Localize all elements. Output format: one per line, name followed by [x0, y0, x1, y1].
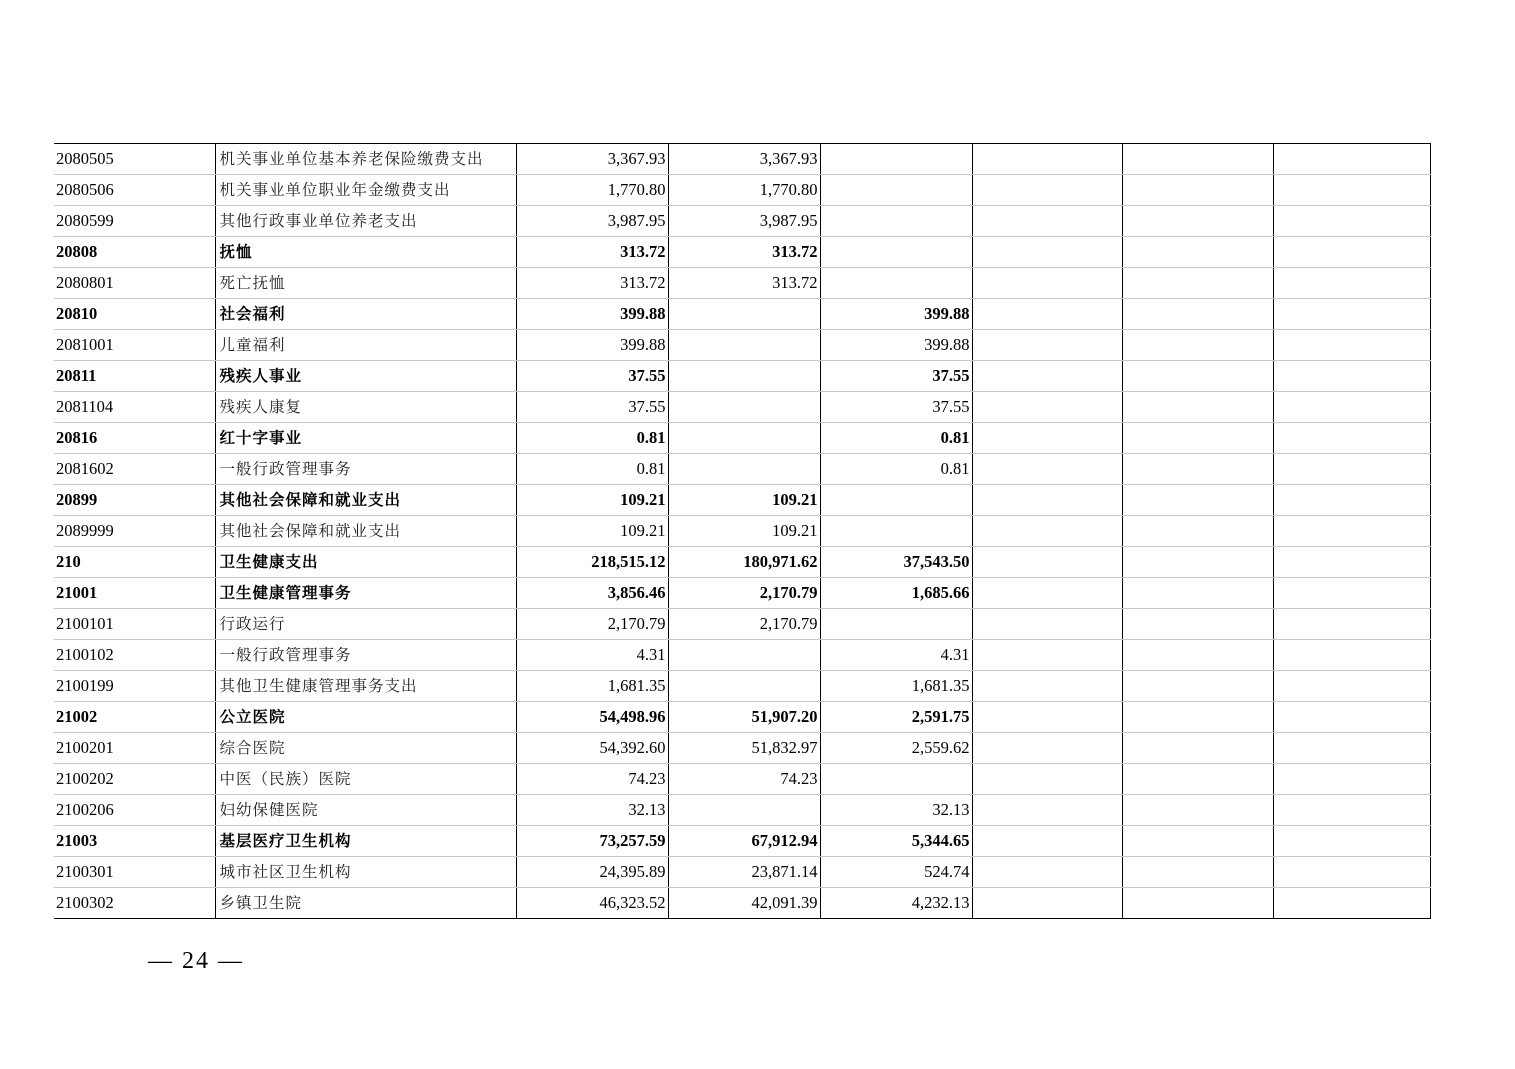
row-col3 — [820, 485, 972, 516]
row-empty-cell — [1273, 485, 1430, 516]
row-name: 社会福利 — [215, 299, 516, 330]
row-total: 3,987.95 — [516, 206, 668, 237]
table-row — [54, 826, 1430, 857]
row-col3: 1,685.66 — [820, 578, 972, 609]
row-empty-cell — [972, 826, 1122, 857]
table-row — [54, 485, 1430, 516]
row-code: 2081602 — [54, 454, 215, 485]
row-empty-cell — [972, 206, 1122, 237]
row-empty-cell — [972, 733, 1122, 764]
row-total: 46,323.52 — [516, 888, 668, 919]
row-total: 399.88 — [516, 330, 668, 361]
row-empty-cell — [972, 516, 1122, 547]
row-empty-cell — [1122, 485, 1273, 516]
table-row — [54, 423, 1430, 454]
row-col2: 42,091.39 — [668, 888, 820, 919]
row-col3: 4,232.13 — [820, 888, 972, 919]
row-code: 2100302 — [54, 888, 215, 919]
row-code: 2080599 — [54, 206, 215, 237]
row-total: 37.55 — [516, 361, 668, 392]
row-code: 2100201 — [54, 733, 215, 764]
row-code: 20899 — [54, 485, 215, 516]
row-empty-cell — [1122, 733, 1273, 764]
row-total: 54,498.96 — [516, 702, 668, 733]
row-col3: 2,591.75 — [820, 702, 972, 733]
row-col2: 74.23 — [668, 764, 820, 795]
row-empty-cell — [1273, 299, 1430, 330]
row-name: 机关事业单位职业年金缴费支出 — [215, 175, 516, 206]
row-empty-cell — [1273, 392, 1430, 423]
row-empty-cell — [1122, 268, 1273, 299]
row-empty-cell — [972, 702, 1122, 733]
row-col2: 51,907.20 — [668, 702, 820, 733]
row-code: 2081104 — [54, 392, 215, 423]
row-name: 其他卫生健康管理事务支出 — [215, 671, 516, 702]
row-col3 — [820, 764, 972, 795]
row-empty-cell — [1122, 857, 1273, 888]
row-empty-cell — [1122, 888, 1273, 919]
row-code: 2100301 — [54, 857, 215, 888]
row-total: 0.81 — [516, 423, 668, 454]
row-col3: 399.88 — [820, 299, 972, 330]
row-col2 — [668, 423, 820, 454]
row-empty-cell — [972, 609, 1122, 640]
row-empty-cell — [1122, 640, 1273, 671]
table-row — [54, 702, 1430, 733]
row-col2 — [668, 299, 820, 330]
row-empty-cell — [1273, 454, 1430, 485]
row-total: 73,257.59 — [516, 826, 668, 857]
row-code: 20810 — [54, 299, 215, 330]
row-empty-cell — [972, 857, 1122, 888]
row-col2 — [668, 454, 820, 485]
row-name: 其他社会保障和就业支出 — [215, 516, 516, 547]
row-name: 一般行政管理事务 — [215, 454, 516, 485]
row-empty-cell — [1122, 206, 1273, 237]
row-total: 1,681.35 — [516, 671, 668, 702]
row-code: 21001 — [54, 578, 215, 609]
row-empty-cell — [972, 299, 1122, 330]
row-empty-cell — [972, 640, 1122, 671]
row-empty-cell — [1273, 671, 1430, 702]
row-name: 中医（民族）医院 — [215, 764, 516, 795]
row-empty-cell — [972, 330, 1122, 361]
row-code: 2080506 — [54, 175, 215, 206]
row-col2 — [668, 640, 820, 671]
row-col2: 3,987.95 — [668, 206, 820, 237]
row-col3 — [820, 144, 972, 175]
row-name: 公立医院 — [215, 702, 516, 733]
row-empty-cell — [1273, 206, 1430, 237]
row-total: 399.88 — [516, 299, 668, 330]
row-empty-cell — [1122, 330, 1273, 361]
row-empty-cell — [972, 392, 1122, 423]
table-row — [54, 671, 1430, 702]
table-row — [54, 144, 1430, 175]
row-col3: 2,559.62 — [820, 733, 972, 764]
table-row — [54, 330, 1430, 361]
row-col3: 524.74 — [820, 857, 972, 888]
table-row — [54, 795, 1430, 826]
row-total: 313.72 — [516, 237, 668, 268]
row-total: 2,170.79 — [516, 609, 668, 640]
row-empty-cell — [972, 578, 1122, 609]
row-name: 城市社区卫生机构 — [215, 857, 516, 888]
row-empty-cell — [1122, 826, 1273, 857]
row-empty-cell — [1273, 609, 1430, 640]
row-code: 2081001 — [54, 330, 215, 361]
row-name: 综合医院 — [215, 733, 516, 764]
row-code: 2100202 — [54, 764, 215, 795]
row-empty-cell — [1122, 671, 1273, 702]
row-total: 3,856.46 — [516, 578, 668, 609]
row-empty-cell — [1273, 764, 1430, 795]
row-code: 2100206 — [54, 795, 215, 826]
row-empty-cell — [1122, 299, 1273, 330]
row-col2: 313.72 — [668, 237, 820, 268]
row-empty-cell — [1122, 609, 1273, 640]
row-empty-cell — [1122, 547, 1273, 578]
row-name: 残疾人事业 — [215, 361, 516, 392]
row-col2: 23,871.14 — [668, 857, 820, 888]
table-row — [54, 640, 1430, 671]
page-number: — 24 — — [148, 948, 244, 974]
table-row — [54, 299, 1430, 330]
table-row — [54, 609, 1430, 640]
row-total: 313.72 — [516, 268, 668, 299]
row-total: 74.23 — [516, 764, 668, 795]
row-empty-cell — [1273, 795, 1430, 826]
row-col3 — [820, 609, 972, 640]
row-col2: 67,912.94 — [668, 826, 820, 857]
row-col2: 2,170.79 — [668, 578, 820, 609]
row-empty-cell — [1122, 454, 1273, 485]
row-empty-cell — [1122, 702, 1273, 733]
row-col2: 51,832.97 — [668, 733, 820, 764]
table-row — [54, 361, 1430, 392]
row-empty-cell — [1273, 175, 1430, 206]
row-empty-cell — [1122, 578, 1273, 609]
row-col3: 0.81 — [820, 423, 972, 454]
row-code: 2080801 — [54, 268, 215, 299]
row-col2 — [668, 392, 820, 423]
row-code: 20811 — [54, 361, 215, 392]
row-code: 210 — [54, 547, 215, 578]
table-row — [54, 578, 1430, 609]
row-col3 — [820, 237, 972, 268]
row-col2: 180,971.62 — [668, 547, 820, 578]
row-col3: 0.81 — [820, 454, 972, 485]
row-empty-cell — [1273, 361, 1430, 392]
row-name: 卫生健康管理事务 — [215, 578, 516, 609]
table-row — [54, 175, 1430, 206]
row-empty-cell — [1273, 640, 1430, 671]
row-code: 21002 — [54, 702, 215, 733]
row-col2: 109.21 — [668, 516, 820, 547]
row-total: 109.21 — [516, 516, 668, 547]
row-name: 死亡抚恤 — [215, 268, 516, 299]
row-name: 儿童福利 — [215, 330, 516, 361]
table-row — [54, 888, 1430, 919]
row-empty-cell — [1122, 175, 1273, 206]
row-empty-cell — [1273, 268, 1430, 299]
row-empty-cell — [972, 175, 1122, 206]
row-total: 109.21 — [516, 485, 668, 516]
row-col2 — [668, 361, 820, 392]
row-code: 2080505 — [54, 144, 215, 175]
row-empty-cell — [972, 237, 1122, 268]
row-code: 2100199 — [54, 671, 215, 702]
row-empty-cell — [1122, 392, 1273, 423]
row-empty-cell — [972, 144, 1122, 175]
row-col3: 37.55 — [820, 361, 972, 392]
budget-table — [54, 143, 1431, 919]
row-name: 卫生健康支出 — [215, 547, 516, 578]
row-name: 基层医疗卫生机构 — [215, 826, 516, 857]
row-name: 妇幼保健医院 — [215, 795, 516, 826]
row-empty-cell — [972, 764, 1122, 795]
row-empty-cell — [1273, 733, 1430, 764]
row-code: 21003 — [54, 826, 215, 857]
row-col3: 1,681.35 — [820, 671, 972, 702]
row-empty-cell — [1122, 237, 1273, 268]
row-col3 — [820, 516, 972, 547]
table-row — [54, 454, 1430, 485]
row-col3 — [820, 175, 972, 206]
row-empty-cell — [972, 547, 1122, 578]
row-col3: 37.55 — [820, 392, 972, 423]
row-total: 32.13 — [516, 795, 668, 826]
row-empty-cell — [972, 361, 1122, 392]
row-empty-cell — [1122, 764, 1273, 795]
row-empty-cell — [972, 423, 1122, 454]
row-empty-cell — [1273, 857, 1430, 888]
row-empty-cell — [1273, 330, 1430, 361]
row-col3: 32.13 — [820, 795, 972, 826]
row-empty-cell — [972, 671, 1122, 702]
table-row — [54, 268, 1430, 299]
row-empty-cell — [972, 268, 1122, 299]
row-code: 20808 — [54, 237, 215, 268]
row-name: 红十字事业 — [215, 423, 516, 454]
row-total: 37.55 — [516, 392, 668, 423]
table-row — [54, 392, 1430, 423]
row-empty-cell — [972, 485, 1122, 516]
row-code: 20816 — [54, 423, 215, 454]
table-row — [54, 547, 1430, 578]
row-col2: 3,367.93 — [668, 144, 820, 175]
row-empty-cell — [1122, 516, 1273, 547]
row-empty-cell — [1273, 144, 1430, 175]
table-row — [54, 206, 1430, 237]
row-col3 — [820, 206, 972, 237]
row-col3: 4.31 — [820, 640, 972, 671]
row-empty-cell — [972, 795, 1122, 826]
row-empty-cell — [1273, 702, 1430, 733]
row-name: 一般行政管理事务 — [215, 640, 516, 671]
row-col2 — [668, 671, 820, 702]
row-col3: 37,543.50 — [820, 547, 972, 578]
row-total: 3,367.93 — [516, 144, 668, 175]
row-code: 2089999 — [54, 516, 215, 547]
row-empty-cell — [1122, 423, 1273, 454]
row-total: 54,392.60 — [516, 733, 668, 764]
row-total: 0.81 — [516, 454, 668, 485]
row-total: 218,515.12 — [516, 547, 668, 578]
row-col3 — [820, 268, 972, 299]
row-empty-cell — [1273, 237, 1430, 268]
row-code: 2100101 — [54, 609, 215, 640]
row-col2 — [668, 330, 820, 361]
row-empty-cell — [1273, 423, 1430, 454]
row-empty-cell — [1273, 547, 1430, 578]
row-col3: 399.88 — [820, 330, 972, 361]
row-code: 2100102 — [54, 640, 215, 671]
row-name: 行政运行 — [215, 609, 516, 640]
row-empty-cell — [972, 454, 1122, 485]
row-empty-cell — [1273, 888, 1430, 919]
row-empty-cell — [972, 888, 1122, 919]
row-col2: 1,770.80 — [668, 175, 820, 206]
table-row — [54, 857, 1430, 888]
row-empty-cell — [1122, 144, 1273, 175]
row-name: 抚恤 — [215, 237, 516, 268]
row-empty-cell — [1122, 795, 1273, 826]
row-name: 残疾人康复 — [215, 392, 516, 423]
row-col2: 109.21 — [668, 485, 820, 516]
row-total: 4.31 — [516, 640, 668, 671]
table-row — [54, 516, 1430, 547]
row-total: 24,395.89 — [516, 857, 668, 888]
row-col3: 5,344.65 — [820, 826, 972, 857]
row-name: 其他社会保障和就业支出 — [215, 485, 516, 516]
row-name: 其他行政事业单位养老支出 — [215, 206, 516, 237]
row-name: 机关事业单位基本养老保险缴费支出 — [215, 144, 516, 175]
row-col2: 313.72 — [668, 268, 820, 299]
row-col2 — [668, 795, 820, 826]
row-total: 1,770.80 — [516, 175, 668, 206]
table-row — [54, 764, 1430, 795]
row-empty-cell — [1122, 361, 1273, 392]
row-empty-cell — [1273, 826, 1430, 857]
row-empty-cell — [1273, 516, 1430, 547]
table-body — [54, 144, 1430, 919]
row-name: 乡镇卫生院 — [215, 888, 516, 919]
row-empty-cell — [1273, 578, 1430, 609]
table-row — [54, 733, 1430, 764]
table-row — [54, 237, 1430, 268]
row-col2: 2,170.79 — [668, 609, 820, 640]
